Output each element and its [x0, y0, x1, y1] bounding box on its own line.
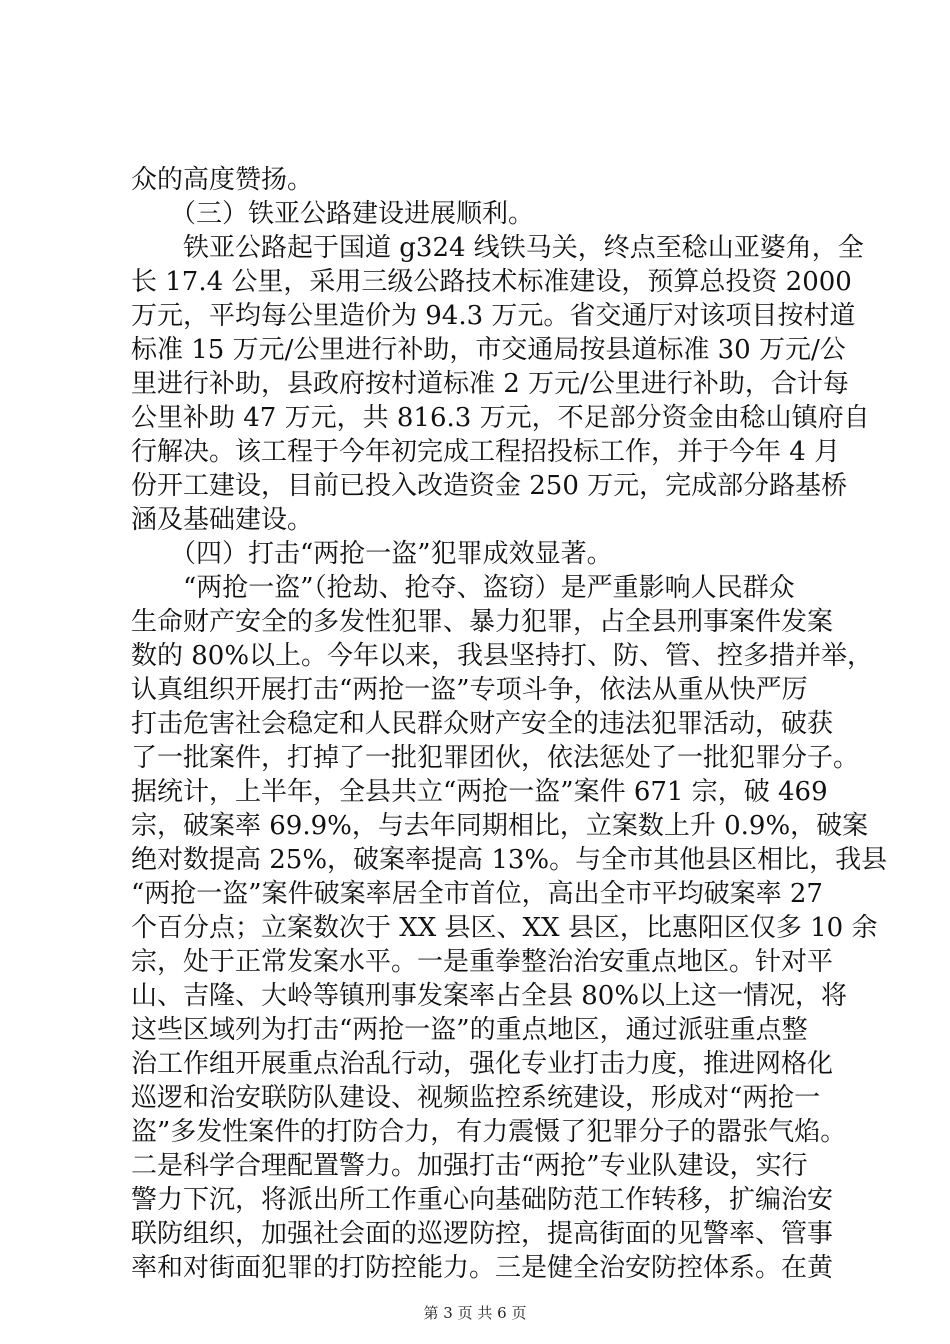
text-line: 据统计，上半年，全县共立“两抢一盗”案件 671 宗，破 469 [131, 777, 828, 807]
text-line: 生命财产安全的多发性犯罪、暴力犯罪，占全县刑事案件发案 [131, 607, 834, 637]
text-line: 宗，破案率 69.9%，与去年同期相比，立案数上升 0.9%，破案 [131, 811, 869, 841]
text-line: “两抢一盗”案件破案率居全市首位，高出全市平均破案率 27 [131, 879, 823, 909]
text-line: 了一批案件，打掉了一批犯罪团伙，依法惩处了一批犯罪分子。 [131, 743, 860, 773]
text-line: 绝对数提高 25%，破案率提高 13%。与全市其他县区相比，我县 [131, 845, 888, 875]
text-line: 这些区域列为打击“两抢一盗”的重点地区，通过派驻重点整 [131, 1015, 808, 1045]
page-number-footer: 第 3 页 共 6 页 [423, 1304, 527, 1322]
text-line: 认真组织开展打击“两抢一盗”专项斗争，依法从重从快严厉 [131, 675, 808, 705]
section-heading-4: （四）打击“两抢一盗”犯罪成效显著。 [131, 539, 613, 569]
text-line: 里进行补助，县政府按村道标准 2 万元/公里进行补助，合计每 [131, 369, 849, 399]
text-line: 盗”多发性案件的打防合力，有力震慑了犯罪分子的嚣张气焰。 [131, 1117, 847, 1147]
text-line: 二是科学合理配置警力。加强打击“两抢”专业队建设，实行 [131, 1151, 808, 1181]
text-line: 众的高度赞扬。 [131, 165, 314, 195]
text-line: 万元，平均每公里造价为 94.3 万元。省交通厅对该项目按村道 [131, 301, 856, 331]
text-line: 率和对街面犯罪的打防控能力。三是健全治安防控体系。在黄 [131, 1253, 834, 1283]
text-line: 数的 80%以上。今年以来，我县坚持打、防、管、控多措并举， [131, 641, 874, 671]
text-line: 宗，处于正常发案水平。一是重拳整治治安重点地区。针对平 [131, 947, 834, 977]
text-line: 行解决。该工程于今年初完成工程招投标工作，并于今年 4 月 [131, 437, 841, 467]
text-line: 涵及基础建设。 [131, 505, 314, 535]
text-line: 个百分点；立案数次于 XX 县区、XX 县区，比惠阳区仅多 10 余 [131, 913, 878, 943]
text-line: 山、吉隆、大岭等镇刑事发案率占全县 80%以上这一情况，将 [131, 981, 848, 1011]
section-heading-3: （三）铁亚公路建设进展顺利。 [131, 199, 535, 229]
text-line: 打击危害社会稳定和人民群众财产安全的违法犯罪活动，破获 [131, 709, 834, 739]
text-line: 长 17.4 公里，采用三级公路技术标准建设，预算总投资 2000 [131, 267, 852, 297]
text-line: 公里补助 47 万元，共 816.3 万元，不足部分资金由稔山镇府自 [131, 403, 870, 433]
text-line: 联防组织，加强社会面的巡逻防控，提高街面的见警率、管事 [131, 1219, 834, 1249]
text-line: “两抢一盗”（抢劫、抢夺、盗窃）是严重影响人民群众 [131, 573, 795, 603]
text-line: 份开工建设，目前已投入改造资金 250 万元，完成部分路基桥 [131, 471, 848, 501]
text-line: 巡逻和治安联防队建设、视频监控系统建设，形成对“两抢一 [131, 1083, 821, 1113]
text-line: 标准 15 万元/公里进行补助，市交通局按县道标准 30 万元/公 [131, 335, 846, 365]
text-line: 治工作组开展重点治乱行动，强化专业打击力度，推进网格化 [131, 1049, 834, 1079]
text-line: 警力下沉，将派出所工作重心向基础防范工作转移，扩编治安 [131, 1185, 834, 1215]
text-line: 铁亚公路起于国道 g324 线铁马关，终点至稔山亚婆角，全 [131, 233, 864, 263]
